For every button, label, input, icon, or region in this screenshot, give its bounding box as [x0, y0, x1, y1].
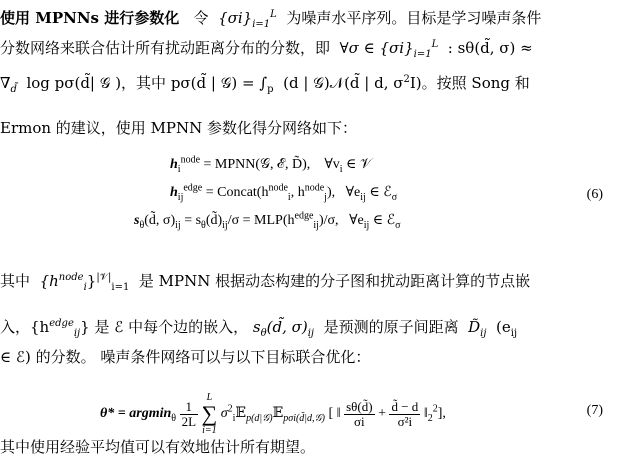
para2-line2: 入，$\{h^{edge}_{ij}\}$ 是 ℰ 中每个边的嵌入， $s_\theta(d̃$, $\sigma)_{ij}$ 是预测的原子间距离 $D̃_{ij}$ ($e_{ij}$ [0, 318, 518, 339]
para1-line2: 分数网络来联合估计所有扰动距离分布的分数，即 ∀σ ∈ $\{\sigma i\}_{i=1}^L$ : sθ(d̃, σ) ≈ [0, 39, 533, 60]
section-heading: 使用 MPNNs 进行参数化 [0, 9, 180, 27]
eq6-row1: $h_i^{node}$ = MPNN(𝒢, ℰ, D̃), $\forall v_i$ ∈ 𝒱 [170, 154, 372, 175]
para1-line3: $\nabla_{d̃}$ log pσ(d̃| 𝒢 )，其中 pσ(d̃ | 𝒢) = $\int_p$ (d | 𝒢)𝒩(d̃ | d, $\sigma^2I$)。按照 Song 和 [0, 74, 530, 95]
para1-line4: Ermon 的建议，使用 MPNN 参数化得分网络如下： [0, 119, 358, 137]
eq7-fraction-score: $\frac{s\theta(d̃)}{\sigma i}$ [346, 398, 373, 429]
eq7-fraction: $\frac{1}{2L}$ [181, 398, 197, 429]
para1-line1: 使用 MPNNs 进行参数化 令 $\{\sigma i\}_{i=1}^L$ 为噪声水平序列。目标是学习噪声条件 [0, 9, 542, 30]
eq7-fraction-target: $\frac{d̃ - d}{\text{σ²i}}$ [391, 398, 419, 429]
para2-line3: ∈ ℰ) 的分数。 噪声条件网络可以与以下目标联合优化： [0, 348, 371, 366]
equation-7: θ* = argmin$_\theta$ $\frac{1}{2L}$ L ∑ i=1 $\sigma^2_i𝔼_{p(d|𝒢)}𝔼_{p\sigma i(d̃|d,𝒢)}$ [ ‖ $\frac{s\theta(d̃)}{\sigma i}$ + $\frac{d̃ - d}{\text{σ²i}}$ $‖_2^2$], [100, 392, 446, 436]
eq6-number: (6) [586, 187, 603, 202]
eq7-number: (7) [586, 403, 603, 418]
eq6-row3: $s_\theta(d̃$, $\sigma)_{ij}$ = $s_\theta(d̃)_{ij}/\sigma = MLP(h^{edge}_{ij})/\sigma$, $\forall e_{ij}$ ∈ ℰ$_\sigma$ [134, 210, 401, 231]
eq7-sum: L ∑ i=1 [201, 392, 218, 436]
para3-line1: 其中使用经验平均值可以有效地估计所有期望。 [0, 438, 316, 456]
para2-line1: 其中 $\{h^{node}_i\}^{|𝒱|}_{i=1}$ 是 MPNN 根据动态构建的分子图和扰动距离计算的节点嵌 [0, 272, 531, 293]
eq6-row2: $h_{ij}^{edge}$ = $Concat(h^{node}_i$, $h^{node}_j$), $\forall e_{ij}$ ∈ ℰ$_\sigma$ [170, 182, 398, 203]
